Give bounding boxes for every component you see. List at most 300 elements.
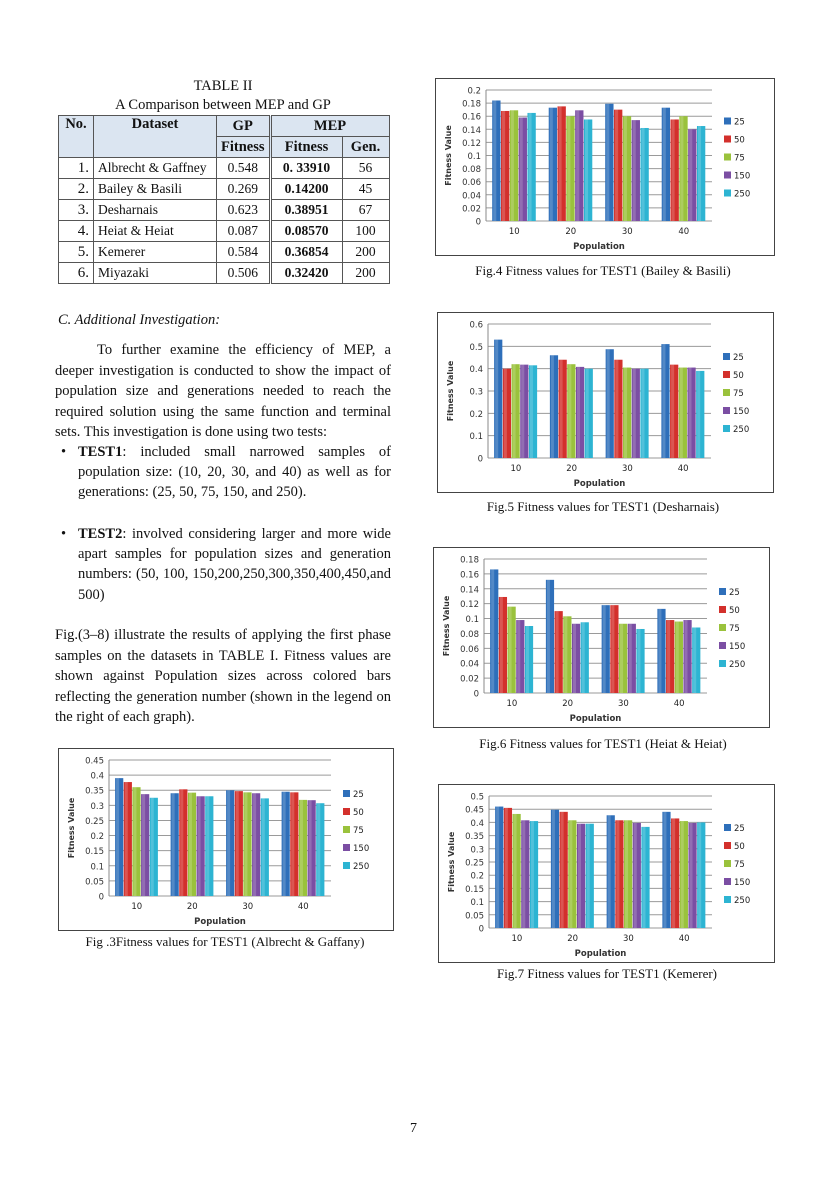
legend-label: 75: [734, 153, 745, 164]
bar-highlight: [493, 100, 496, 221]
bar-highlight: [547, 580, 550, 693]
x-tick-label: 30: [622, 934, 634, 944]
bar-highlight: [526, 626, 529, 693]
y-axis-label: Fitness Value: [447, 831, 456, 893]
x-tick-label: 30: [621, 227, 633, 237]
bar-highlight: [681, 821, 684, 928]
x-axis-label: Population: [573, 242, 625, 252]
bar-highlight: [133, 787, 136, 896]
row-gp-fitness: 0.269: [217, 179, 271, 200]
y-axis-label: Fitness Value: [67, 797, 76, 859]
bar-highlight: [556, 611, 559, 693]
closing-paragraph: Fig.(3–8) illustrate the results of applying the first phase samples on the datasets in TABLE I. Fitness values are shown against Population sizes across colored bars reflecting the generation number (shown in the legend on the right of each graph).: [55, 627, 391, 726]
bar-highlight: [680, 368, 683, 458]
legend-swatch: [343, 790, 350, 797]
header-gp-fitness: Fitness: [217, 137, 271, 158]
y-tick-label: 0.2: [469, 409, 483, 420]
bullet-label: TEST1: [78, 444, 123, 460]
legend-swatch: [343, 826, 350, 833]
y-tick-label: 0: [477, 454, 483, 465]
legend-swatch: [343, 862, 350, 869]
bar-highlight: [663, 108, 666, 221]
row-gp-fitness: 0.584: [217, 242, 271, 263]
table-caption-title: A Comparison between MEP and GP: [115, 97, 331, 113]
legend-swatch: [719, 606, 726, 613]
legend-label: 250: [734, 189, 751, 200]
row-dataset: Miyazaki: [94, 263, 217, 284]
row-mep-gen: 67: [342, 200, 389, 221]
table-row: [59, 158, 390, 179]
bar-highlight: [491, 569, 494, 693]
y-tick-label: 0.06: [462, 178, 481, 189]
legend-label: 75: [734, 860, 745, 870]
row-gp-fitness: 0.623: [217, 200, 271, 221]
bar-highlight: [697, 371, 700, 458]
bar-highlight: [567, 116, 570, 221]
chart-svg: [434, 548, 769, 727]
y-tick-label: 0: [475, 217, 481, 228]
y-tick-label: 0.2: [470, 871, 484, 882]
figure-4-chart: [435, 78, 775, 256]
legend-swatch: [724, 136, 731, 143]
bar-highlight: [633, 369, 636, 458]
y-tick-label: 0.6: [469, 320, 483, 331]
legend-swatch: [719, 642, 726, 649]
x-tick-label: 10: [506, 699, 518, 709]
figure-3-chart: [58, 748, 394, 931]
bar-highlight: [495, 340, 498, 458]
bar-highlight: [658, 609, 661, 693]
bar-highlight: [496, 807, 499, 928]
row-mep-gen: 200: [342, 242, 389, 263]
legend-swatch: [723, 425, 730, 432]
intro-paragraph: To further examine the efficiency of MEP, a deeper investigation is conducted to show the impact of population size and generations needed to reach the required solution using the same function and terminal sets. This investigation is done using two tests:: [55, 342, 391, 441]
legend-swatch: [343, 808, 350, 815]
row-number: 3.: [59, 200, 94, 221]
y-tick-label: 0.15: [465, 884, 484, 895]
x-tick-label: 20: [566, 464, 578, 474]
comparison-table: [58, 115, 390, 284]
legend-swatch: [724, 878, 731, 885]
bar-highlight: [253, 793, 256, 896]
chart-svg: [438, 313, 773, 492]
bar-highlight: [569, 820, 572, 928]
bar-highlight: [559, 106, 562, 221]
bar-highlight: [564, 616, 567, 693]
legend-swatch: [724, 842, 731, 849]
legend-label: 50: [734, 842, 745, 852]
table-row: [59, 200, 390, 221]
row-gp-fitness: 0.548: [217, 158, 271, 179]
y-tick-label: 0.1: [465, 615, 479, 626]
legend-label: 25: [729, 588, 740, 598]
bar-highlight: [616, 820, 619, 928]
row-mep-gen: 56: [342, 158, 389, 179]
bar-highlight: [608, 815, 611, 928]
bar-highlight: [198, 796, 201, 896]
figure-6-chart: [433, 547, 770, 728]
bar-highlight: [620, 624, 623, 693]
bar-highlight: [637, 629, 640, 693]
legend-swatch: [719, 588, 726, 595]
bar-highlight: [300, 800, 303, 896]
figure-6-caption: Fig.6 Fitness values for TEST1 (Heiat & Heiat): [479, 736, 727, 751]
page-number: 7: [410, 1121, 417, 1136]
y-tick-label: 0.18: [460, 555, 479, 566]
header-dataset: Dataset: [94, 116, 217, 158]
bar-highlight: [586, 369, 589, 458]
x-tick-label: 10: [511, 934, 523, 944]
bar-highlight: [573, 624, 576, 693]
bar-highlight: [688, 368, 691, 458]
x-tick-label: 40: [678, 227, 690, 237]
y-tick-label: 0.1: [470, 898, 484, 909]
y-tick-label: 0.08: [462, 165, 481, 176]
bar-highlight: [607, 349, 610, 458]
header-mep-gen: Gen.: [342, 137, 389, 158]
bullet-text: : included small narrowed samples of population size: (10, 20, 30, and 40) as well as for generations: (25, 50, 75, 150, and 250).: [78, 444, 391, 501]
y-tick-label: 0.5: [470, 792, 484, 803]
y-tick-label: 0.3: [90, 801, 104, 812]
bullet-text: : involved considering larger and more wide apart samples for population sizes and generation numbers: (50, 100, 150,200,250,300,350,400,450,and 500): [78, 526, 391, 603]
legend-label: 25: [734, 824, 745, 834]
legend-label: 75: [733, 389, 744, 399]
legend-swatch: [719, 624, 726, 631]
bar-highlight: [522, 820, 525, 928]
y-tick-label: 0.35: [465, 832, 484, 843]
y-tick-label: 0.45: [85, 756, 104, 767]
y-tick-label: 0.2: [467, 86, 481, 97]
y-tick-label: 0.06: [460, 644, 479, 655]
bar-highlight: [509, 607, 512, 693]
bar-highlight: [698, 126, 701, 221]
bar-highlight: [531, 821, 534, 928]
bar-highlight: [672, 818, 675, 928]
bar-highlight: [561, 812, 564, 928]
bar-highlight: [582, 622, 585, 693]
legend-swatch: [724, 896, 731, 903]
row-mep-fitness: 0.08570: [270, 221, 342, 242]
bar-highlight: [189, 793, 192, 896]
bar-highlight: [576, 110, 579, 221]
row-number: 6.: [59, 263, 94, 284]
row-number: 1.: [59, 158, 94, 179]
row-dataset: Heiat & Heiat: [94, 221, 217, 242]
header-mep: MEP: [270, 116, 389, 137]
legend-label: 150: [734, 171, 751, 182]
legend-label: 50: [733, 371, 744, 381]
y-tick-label: 0.04: [460, 659, 479, 670]
x-tick-label: 20: [186, 902, 198, 912]
bar-highlight: [227, 790, 230, 896]
header-gp: GP: [217, 116, 271, 137]
bar-highlight: [530, 365, 533, 458]
bar-highlight: [568, 364, 571, 458]
row-mep-fitness: 0.36854: [270, 242, 342, 263]
bar-highlight: [672, 119, 675, 221]
legend-label: 150: [733, 407, 750, 417]
y-tick-label: 0.08: [460, 629, 479, 640]
bar-highlight: [615, 110, 618, 221]
table-row: [59, 242, 390, 263]
y-tick-label: 0.25: [465, 858, 484, 869]
bar-highlight: [577, 367, 580, 458]
x-tick-label: 30: [621, 464, 633, 474]
y-tick-label: 0.45: [465, 805, 484, 816]
row-number: 2.: [59, 179, 94, 200]
y-tick-label: 0.1: [469, 432, 483, 443]
bar-highlight: [560, 360, 563, 458]
x-axis-label: Population: [569, 714, 622, 724]
row-mep-fitness: 0.38951: [270, 200, 342, 221]
bullet-icon: •: [61, 526, 67, 542]
bar-highlight: [693, 627, 696, 693]
bar-highlight: [642, 827, 645, 928]
row-dataset: Bailey & Basili: [94, 179, 217, 200]
bar-highlight: [309, 800, 312, 896]
y-tick-label: 0: [478, 924, 484, 935]
bar-highlight: [641, 369, 644, 458]
bar-highlight: [663, 812, 666, 928]
y-tick-label: 0: [473, 689, 479, 700]
row-dataset: Kemerer: [94, 242, 217, 263]
row-gp-fitness: 0.506: [217, 263, 271, 284]
y-tick-label: 0.25: [85, 816, 104, 827]
legend-label: 150: [353, 844, 370, 854]
y-tick-label: 0.12: [462, 138, 481, 149]
chart-svg: [59, 749, 393, 930]
bar-highlight: [624, 116, 627, 221]
row-mep-gen: 45: [342, 179, 389, 200]
bar-highlight: [641, 128, 644, 221]
bar-highlight: [552, 810, 555, 928]
legend-label: 50: [353, 808, 364, 818]
legend-swatch: [724, 824, 731, 831]
x-tick-label: 20: [562, 699, 574, 709]
y-tick-label: 0.04: [462, 191, 481, 202]
bar-highlight: [611, 605, 614, 693]
bar-highlight: [615, 360, 618, 458]
y-tick-label: 0.14: [460, 585, 479, 596]
x-axis-label: Population: [574, 949, 627, 959]
bar-highlight: [689, 823, 692, 928]
y-axis-label: Fitness Value: [444, 125, 453, 186]
bar-highlight: [505, 808, 508, 928]
legend-swatch: [723, 407, 730, 414]
bullet-test1: [61, 442, 391, 503]
row-mep-fitness: 0. 33910: [270, 158, 342, 179]
bar-highlight: [513, 364, 516, 458]
bullet-label: TEST2: [78, 526, 123, 542]
x-tick-label: 30: [242, 902, 254, 912]
chart-svg: [436, 79, 774, 255]
legend-swatch: [724, 154, 731, 161]
x-tick-label: 20: [565, 227, 577, 237]
y-tick-label: 0.02: [462, 204, 481, 215]
legend-swatch: [724, 190, 731, 197]
legend-label: 75: [353, 826, 364, 836]
legend-swatch: [723, 353, 730, 360]
x-tick-label: 20: [567, 934, 579, 944]
y-tick-label: 0.12: [460, 600, 479, 611]
bar-highlight: [521, 365, 524, 458]
bar-highlight: [236, 791, 239, 896]
bar-highlight: [504, 369, 507, 458]
bar-highlight: [283, 792, 286, 896]
bar-highlight: [517, 620, 520, 693]
legend-swatch: [719, 660, 726, 667]
bar-highlight: [514, 814, 517, 928]
bar-highlight: [633, 120, 636, 221]
bar-highlight: [511, 110, 514, 221]
row-gp-fitness: 0.087: [217, 221, 271, 242]
y-tick-label: 0.4: [90, 771, 104, 782]
table-row: [59, 263, 390, 284]
legend-label: 250: [734, 896, 751, 906]
legend-label: 250: [733, 425, 750, 435]
bar-highlight: [578, 824, 581, 928]
table-row: [59, 221, 390, 242]
bar-highlight: [698, 822, 701, 928]
bar-highlight: [671, 365, 674, 458]
y-tick-label: 0.3: [470, 845, 484, 856]
y-tick-label: 0.05: [465, 911, 484, 922]
y-tick-label: 0.35: [85, 786, 104, 797]
legend-label: 75: [729, 624, 740, 634]
y-tick-label: 0.02: [460, 674, 479, 685]
row-mep-gen: 100: [342, 221, 389, 242]
y-tick-label: 0.4: [470, 818, 484, 829]
row-dataset: Albrecht & Gaffney: [94, 158, 217, 179]
x-tick-label: 10: [510, 464, 522, 474]
x-tick-label: 40: [673, 699, 685, 709]
figure-5-chart: [437, 312, 774, 493]
bar-highlight: [528, 113, 531, 221]
y-tick-label: 0: [98, 892, 104, 903]
figure-5-caption: Fig.5 Fitness values for TEST1 (Desharnais): [486, 499, 720, 514]
bar-highlight: [603, 605, 606, 693]
legend-label: 25: [734, 117, 745, 128]
bar-highlight: [606, 104, 609, 221]
legend-label: 25: [353, 790, 364, 800]
row-mep-fitness: 0.14200: [270, 179, 342, 200]
bar-highlight: [629, 624, 632, 693]
y-tick-label: 0.16: [460, 570, 479, 581]
bar-highlight: [244, 792, 247, 896]
bar-highlight: [262, 798, 265, 896]
bar-highlight: [317, 803, 320, 896]
bar-highlight: [550, 108, 553, 221]
section-heading: C. Additional Investigation:: [58, 312, 221, 328]
bar-highlight: [116, 778, 119, 896]
bar-highlight: [291, 792, 294, 896]
table-row: [59, 179, 390, 200]
bar-highlight: [689, 129, 692, 221]
legend-label: 250: [729, 660, 746, 670]
bar-highlight: [585, 119, 588, 221]
bar-highlight: [180, 789, 183, 896]
figure-7-chart: [438, 784, 775, 963]
row-mep-fitness: 0.32420: [270, 263, 342, 284]
y-tick-label: 0.1: [90, 862, 104, 873]
x-tick-label: 40: [678, 934, 690, 944]
bar-highlight: [551, 355, 554, 458]
bar-highlight: [680, 116, 683, 221]
legend-label: 50: [734, 135, 745, 146]
y-axis-label: Fitness Value: [442, 595, 451, 657]
y-tick-label: 0.4: [469, 365, 483, 376]
bar-highlight: [634, 823, 637, 928]
bar-highlight: [151, 798, 154, 896]
bar-highlight: [206, 796, 209, 896]
legend-swatch: [724, 860, 731, 867]
legend-label: 50: [729, 606, 740, 616]
bar-highlight: [520, 118, 523, 221]
row-number: 5.: [59, 242, 94, 263]
table-header-row: [59, 116, 390, 137]
bullet-icon: •: [61, 444, 67, 460]
bar-highlight: [625, 820, 628, 928]
figure-7-caption: Fig.7 Fitness values for TEST1 (Kemerer): [497, 966, 717, 981]
bar-highlight: [500, 597, 503, 693]
y-tick-label: 0.5: [469, 342, 483, 353]
x-tick-label: 40: [297, 902, 309, 912]
bar-highlight: [142, 794, 145, 896]
legend-swatch: [724, 118, 731, 125]
bar-highlight: [667, 620, 670, 693]
bar-highlight: [172, 793, 175, 896]
y-tick-label: 0.15: [85, 847, 104, 858]
x-tick-label: 10: [508, 227, 520, 237]
x-tick-label: 30: [617, 699, 629, 709]
x-axis-label: Population: [194, 917, 246, 927]
x-axis-label: Population: [573, 479, 626, 489]
bar-highlight: [676, 622, 679, 693]
bar-highlight: [662, 344, 665, 458]
row-number: 4.: [59, 221, 94, 242]
legend-swatch: [723, 371, 730, 378]
legend-swatch: [724, 172, 731, 179]
table-caption-number: TABLE II: [193, 78, 253, 94]
y-tick-label: 0.05: [85, 877, 104, 888]
bar-highlight: [587, 824, 590, 928]
legend-label: 25: [733, 353, 744, 363]
legend-swatch: [723, 389, 730, 396]
row-mep-gen: 200: [342, 263, 389, 284]
bar-highlight: [684, 620, 687, 693]
y-tick-label: 0.16: [462, 112, 481, 123]
bar-highlight: [624, 368, 627, 458]
legend-label: 150: [734, 878, 751, 888]
y-axis-label: Fitness Value: [446, 360, 455, 422]
legend-label: 250: [353, 862, 370, 872]
y-tick-label: 0.3: [469, 387, 483, 398]
figure-3-caption: Fig .3Fitness values for TEST1 (Albrecht & Gaffany): [85, 934, 365, 949]
chart-svg: [439, 785, 774, 962]
bullet-test2: [61, 524, 391, 605]
legend-swatch: [343, 844, 350, 851]
header-no: No.: [59, 116, 94, 158]
header-mep-fitness: Fitness: [270, 137, 342, 158]
x-tick-label: 40: [677, 464, 689, 474]
bar-highlight: [125, 782, 128, 896]
y-tick-label: 0.14: [462, 125, 481, 136]
x-tick-label: 10: [131, 902, 143, 912]
bar-highlight: [502, 111, 505, 221]
y-tick-label: 0.2: [90, 832, 104, 843]
y-tick-label: 0.1: [467, 152, 481, 162]
y-tick-label: 0.18: [462, 99, 481, 110]
